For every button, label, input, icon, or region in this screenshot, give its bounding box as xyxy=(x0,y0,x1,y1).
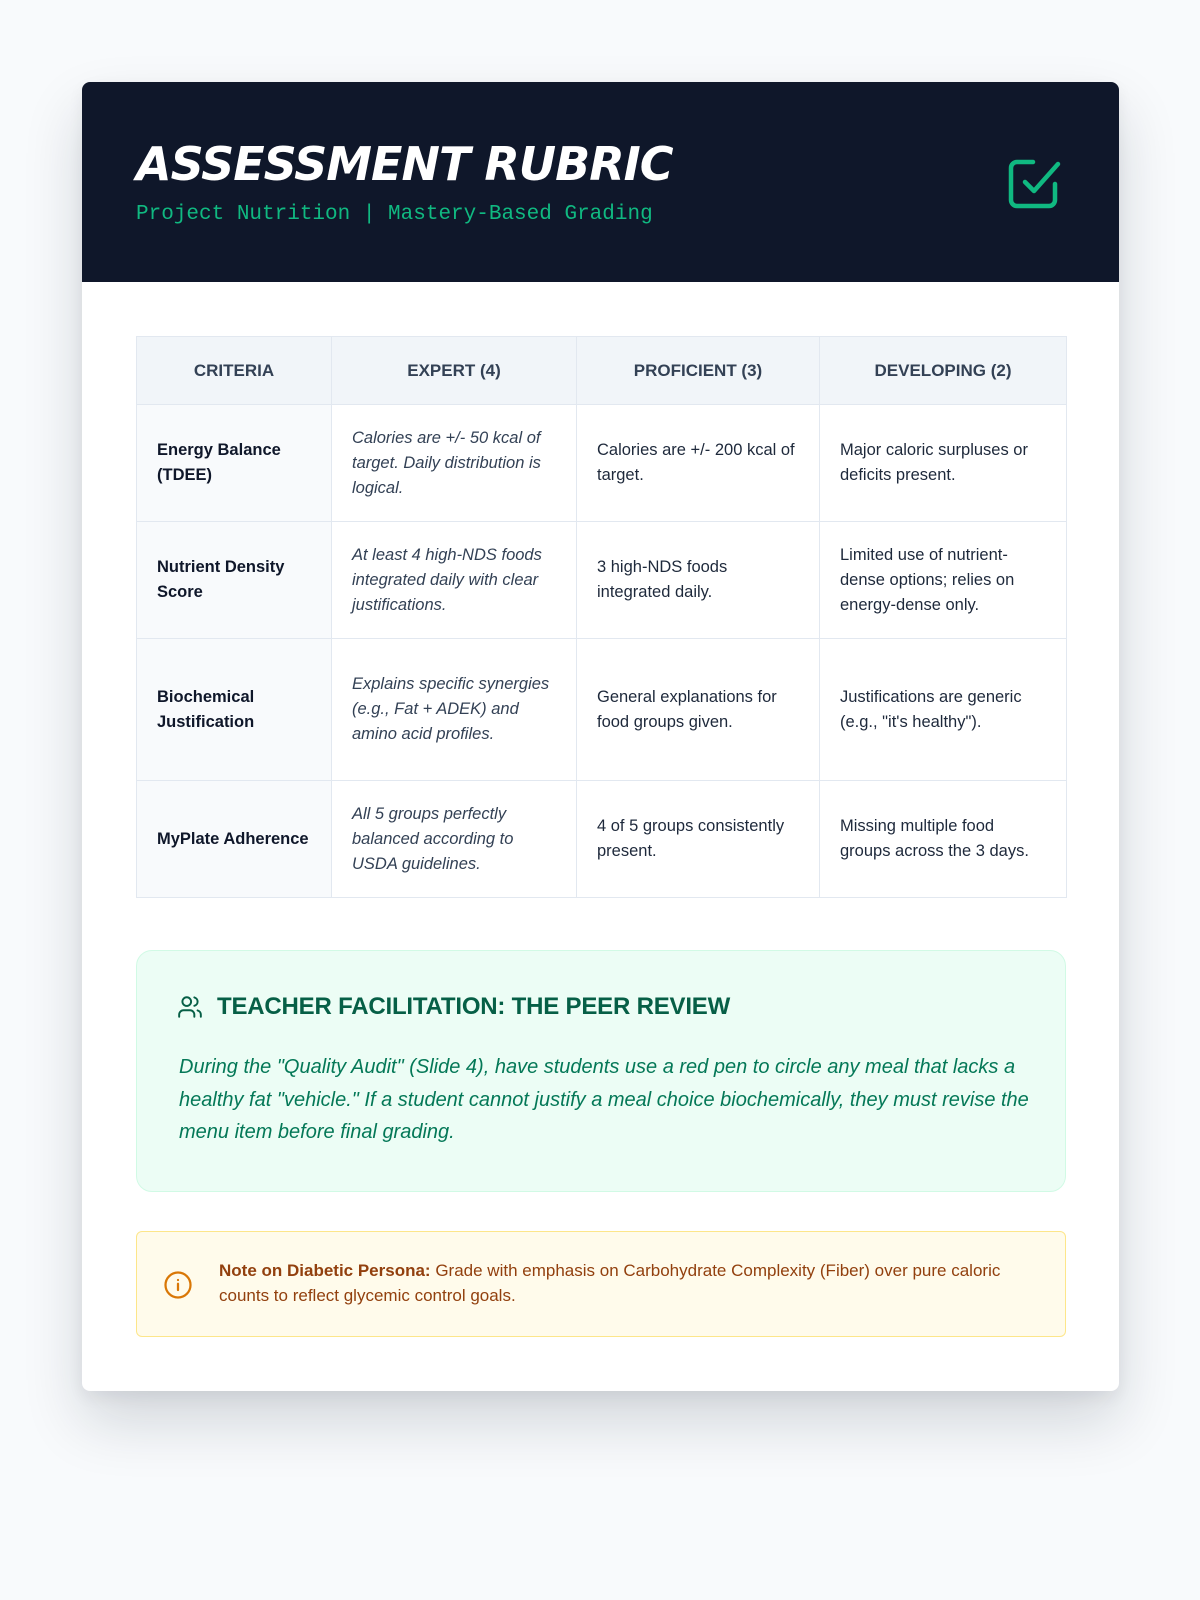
expert-cell: At least 4 high-NDS foods integrated daily with clear justifications. xyxy=(332,522,577,639)
note-body: Grade with emphasis on Carbohydrate Complexity (Fiber) over pure caloric counts to reflect glycemic control goals. xyxy=(219,1261,1001,1305)
rubric-card xyxy=(82,82,1119,1391)
column-header-expert: EXPERT (4) xyxy=(332,337,577,405)
developing-cell: Major caloric surpluses or deficits present. xyxy=(820,405,1067,522)
teacher-facilitation-box xyxy=(136,950,1066,1192)
page-title: ASSESSMENT RUBRIC xyxy=(136,137,673,191)
criteria-cell: Nutrient Density Score xyxy=(137,522,332,639)
note-text xyxy=(219,1258,1039,1308)
table-row xyxy=(137,639,1067,781)
criteria-cell: MyPlate Adherence xyxy=(137,781,332,898)
rubric-table xyxy=(136,336,1067,898)
column-header-proficient: PROFICIENT (3) xyxy=(577,337,820,405)
diabetic-persona-note xyxy=(136,1231,1066,1337)
proficient-cell: Calories are +/- 200 kcal of target. xyxy=(577,405,820,522)
developing-cell: Missing multiple food groups across the 3 days. xyxy=(820,781,1067,898)
developing-cell: Limited use of nutrient-dense options; relies on energy-dense only. xyxy=(820,522,1067,639)
checkbox-icon xyxy=(1003,154,1063,214)
expert-cell: Explains specific synergies (e.g., Fat + ADEK) and amino acid profiles. xyxy=(332,639,577,781)
table-row xyxy=(137,405,1067,522)
criteria-cell: Biochemical Justification xyxy=(137,639,332,781)
proficient-cell: General explanations for food groups given. xyxy=(577,639,820,781)
table-row xyxy=(137,522,1067,639)
info-icon xyxy=(163,1270,193,1300)
note-label: Note on Diabetic Persona: xyxy=(219,1261,431,1280)
page-subtitle: Project Nutrition | Mastery-Based Grading xyxy=(136,203,653,226)
users-icon xyxy=(177,994,203,1020)
proficient-cell: 4 of 5 groups consistently present. xyxy=(577,781,820,898)
column-header-developing: DEVELOPING (2) xyxy=(820,337,1067,405)
facilitation-body: During the "Quality Audit" (Slide 4), have students use a red pen to circle any meal that lacks a healthy fat "vehicle." If a student cannot justify a meal choice biochemically, they must revise the menu item before final grading. xyxy=(179,1056,1029,1143)
facilitation-heading xyxy=(177,993,730,1021)
criteria-cell: Energy Balance (TDEE) xyxy=(137,405,332,522)
developing-cell: Justifications are generic (e.g., "it's healthy"). xyxy=(820,639,1067,781)
table-header-row xyxy=(137,337,1067,405)
header-banner xyxy=(82,82,1119,282)
expert-cell: All 5 groups perfectly balanced according to USDA guidelines. xyxy=(332,781,577,898)
proficient-cell: 3 high-NDS foods integrated daily. xyxy=(577,522,820,639)
table-row xyxy=(137,781,1067,898)
column-header-criteria: CRITERIA xyxy=(137,337,332,405)
facilitation-title: TEACHER FACILITATION: THE PEER REVIEW xyxy=(217,993,731,1020)
expert-cell: Calories are +/- 50 kcal of target. Daily distribution is logical. xyxy=(332,405,577,522)
rubric-table-wrap xyxy=(136,336,1067,898)
